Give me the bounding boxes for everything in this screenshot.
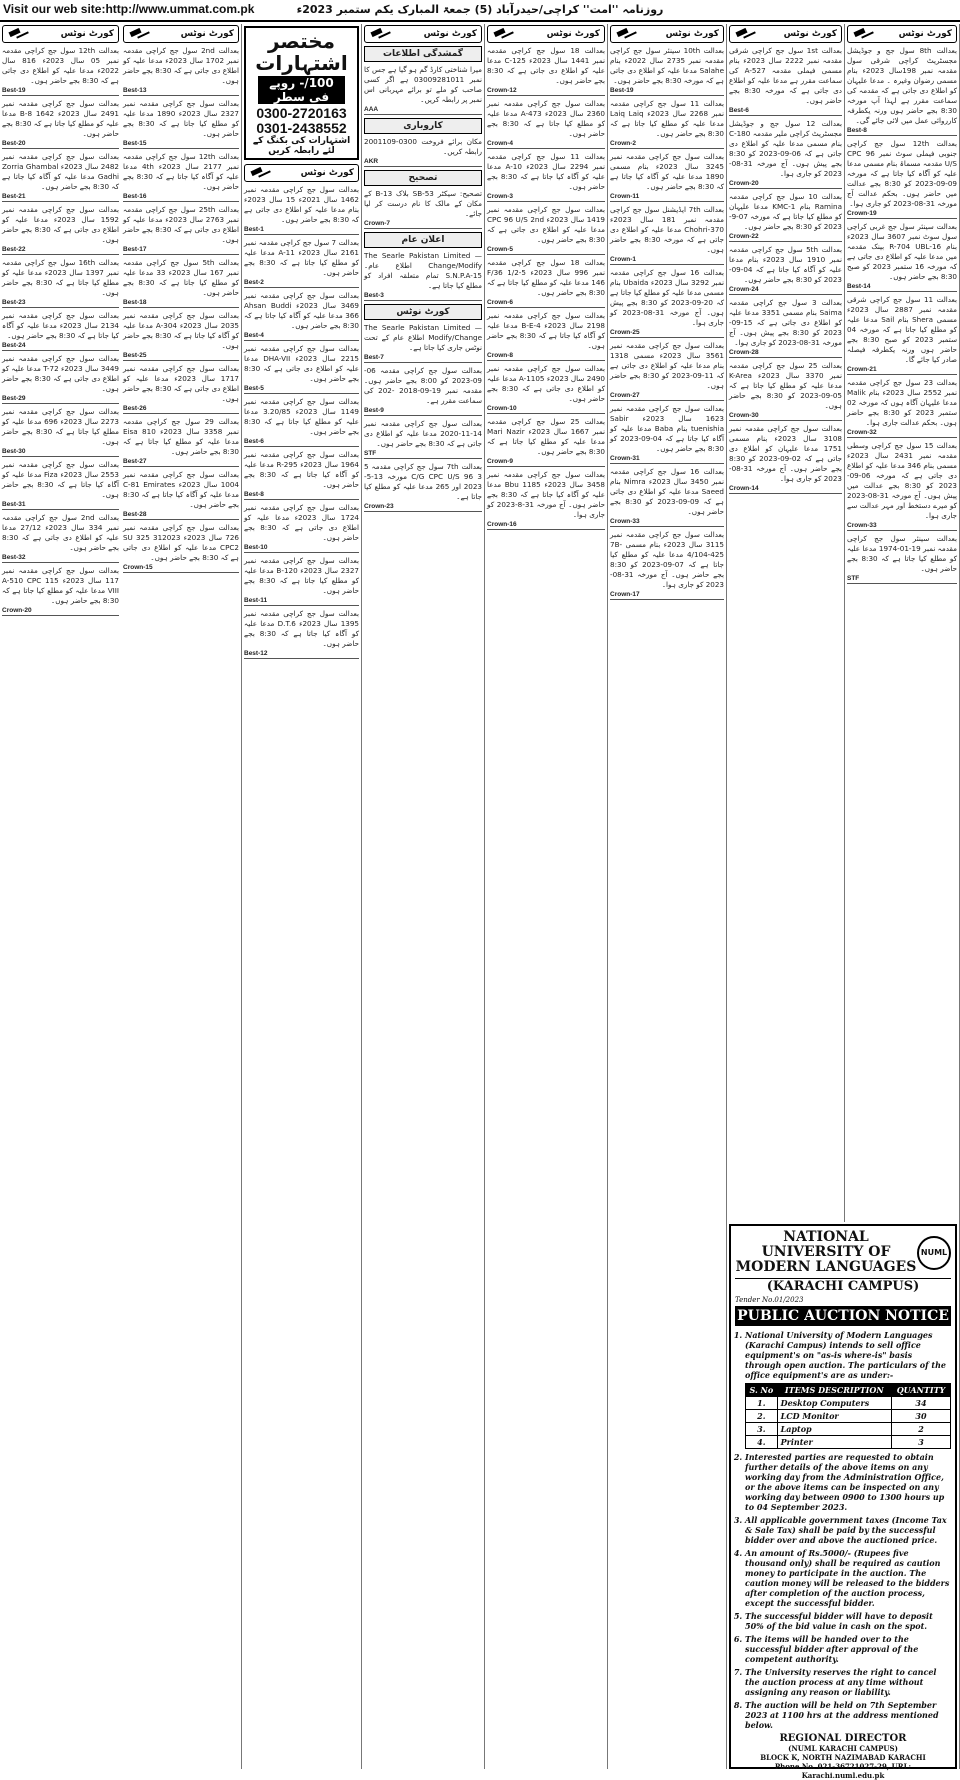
court-notice: بعدالت سول جج کراچی مقدمہ نمبر 1462 سال 2021ء 15 سال 2023ء بنام مدعا علیہ کو اطلاع دی جاتی ہے کہ 8:30 بجے حاضر ہوں۔ [244,185,359,224]
notice-list [2,46,119,616]
notice-ref: Crown-3 [487,193,605,202]
court-notice: بعدالت سول جج کراچی مقدمہ نمبر 3108 سال 2023ء بنام مسمی 1751 مدعا علیہان کو اطلاع دی جاتی ہے کہ 02-09-2023 کو 8:30 بجے حاضر ہوں۔ آج مورخہ 31-08-2023 کو جاری ہوا۔ [729,424,842,483]
court-notice: بعدالت سول جج کراچی مقدمہ نمبر 3458 سال 2023ء Bbu 1185 مدعا علیہ کو آگاہ کیا جاتا ہے کہ 8:30 بجے حاضر ہوں۔ آج مورخہ 31-8-2023 کو جاری ہوا۔ [487,470,606,519]
notice-ref: Best-19 [610,87,724,96]
notice-ref: Crown-16 [487,521,605,530]
notice-ref: Crown-9 [487,458,605,467]
gavel-icon [615,28,637,40]
court-notice: بعدالت سول جج کراچی مقدمہ نمبر 1964 سال 2023ء R-295 مدعا علیہ کو آگاہ کیا جاتا ہے کہ 8:30 بجے حاضر ہوں۔ [244,450,359,489]
notice-ref: Best-30 [2,448,119,457]
court-notice: بعدالت 10 سول جج کراچی مقدمہ Ramina بنام KMC-1 مدعا علیہان کو مطلع کیا جاتا ہے کہ مورخہ 07-9-2023 کو 8:30 بجے حاضر ہوں۔ [729,192,842,231]
notice-ref: Best-10 [244,544,359,553]
court-notice: بعدالت 16 سول جج کراچی مقدمہ نمبر 3450 سال 2023ء Nimra بنام Saeed مدعا علیہ کو اطلاع دی جاتی ہے کہ 09-09-2023 کو 8:30 بجے حاضر ہوں۔ [610,467,724,516]
ads-box-phone-2: 0301-2438552 [256,120,347,136]
notice-ref: Crown-7 [364,220,482,229]
court-notice: تصحیح: سیکٹر SB-53 بلاک B-13 کے مکان کے مالک کا نام درست کر لیا جائے۔ [364,189,483,218]
auction-point: 6. The items will be handed over to the successful bidder after approval of the competent authority. [745,1634,951,1664]
court-notice: بعدالت سول جج کراچی مقدمہ نمبر 2553 سال 2023ء Fiza مدعا علیہ کو آگاہ کیا جاتا ہے کہ 8:30 بجے حاضر ہوں۔ [2,460,119,499]
notice-ref: Best-18 [123,299,239,308]
table-row [746,1423,951,1436]
notice-ref: Crown-33 [610,518,724,527]
notice-ref: Crown-21 [847,366,957,375]
notice-list [123,46,239,573]
court-notice: بعدالت 12th سول جج کراچی مقدمہ نمبر 05 سال 2023ء 816 سال 2022ء مدعا علیہ کو اطلاع دی جاتی ہے کہ 8:30 بجے حاضر ہوں۔ [2,46,119,85]
notice-ref: Crown-24 [729,286,842,295]
notice-ref: Crown-4 [487,140,605,149]
items-table-header [746,1384,951,1397]
notice-ref: STF [847,575,957,584]
notice-ref: Crown-8 [487,352,605,361]
court-notice: بعدالت سول جج کراچی مقدمہ نمبر 3469 سال 2023ء Ahsan Buddi 366 مدعا علیہ کو آگاہ کیا جاتا ہے کہ 8:30 بجے حاضر ہوں۔ [244,291,359,330]
notice-ref: Crown-6 [487,299,605,308]
court-notice: بعدالت سول جج کراچی مقدمہ نمبر 3245 سال 2023ء بنام مسمی 1890 مدعا علیہ کو آگاہ کیا جاتا ہے کہ 8:30 بجے حاضر ہوں۔ [610,152,724,191]
table-cell: Printer [777,1436,891,1449]
notice-list [847,46,957,584]
section-heading: کاروباری [364,118,482,134]
notice-ref: Best-16 [123,193,239,202]
table-cell: 3 [891,1436,950,1449]
notice-ref: Best-11 [244,597,359,606]
column-header-label: کورٹ نوٹس [898,29,952,39]
table-cell: Laptop [777,1423,891,1436]
court-notice: بعدالت 29 سول جج کراچی مقدمہ نمبر 3358 سال 2023ء Eisa 810 مدعا علیہ کو مطلع کیا جاتا ہے کہ 8:30 بجے حاضر ہوں۔ [123,417,239,456]
notice-ref: Crown-11 [610,193,724,202]
dateline: روزنامہ ''امت'' کراچی/حیدرآباد (5) جمعۃ المبارک یکم ستمبر 2023ء [296,3,664,16]
numl-title: NATIONAL UNIVERSITY OF MODERN LANGUAGES [735,1229,917,1275]
column-header [2,25,119,43]
notice-ref: Best-17 [123,246,239,255]
notice-ref: Best-12 [244,650,359,659]
court-notice: بعدالت سول جج کراچی مقدمہ نمبر 726 سال 2023ء SU 325 312023 CPC2 مدعا علیہ کو اطلاع دی جاتی ہے کہ 8:30 بجے حاضر ہوں۔ [123,523,239,562]
notice-ref: AAA [364,106,482,115]
column-header [244,164,359,182]
court-notice: بعدالت سول جج کراچی مقدمہ نمبر 2482 سال 2023ء Zorria Ghambal Gadhi مدعا علیہ کو آگاہ کیا جاتا ہے کہ 8:30 بجے حاضر ہوں۔ [2,152,119,191]
gavel-icon [249,167,271,179]
court-notice: بعدالت 7th ایڈیشنل سول جج کراچی مقدمہ نمبر 181 سال 2023ء Chohri-370 مدعا علیہ کو اطلاع دی جاتی ہے کہ مورخہ 8:30 بجے حاضر ہوں۔ [610,205,724,254]
ads-box-title: مختصر اشتہارات [255,29,348,75]
column-header-label: کورٹ نوٹس [423,29,477,39]
court-notice: بعدالت 16 سول جج کراچی مقدمہ نمبر 3292 سال 2023ء Ubaida بنام مسمی مدعا علیہ کو مطلع کیا جاتا ہے کہ 20-09-2023 کو 8:30 بجے پیش ہوں۔ آج مورخہ 31-08-2023 کو جاری ہوا۔ [610,268,724,327]
table-row [746,1410,951,1423]
notice-ref: Crown-1 [610,256,724,265]
notice-ref: Best-25 [123,352,239,361]
gavel-icon [734,28,756,40]
notice-ref: Best-31 [2,501,119,510]
court-notice: بعدالت سول جج کراچی مقدمہ نمبر 2198 سال 2023ء 4-B-E مدعا علیہ کو آگاہ کیا جاتا ہے کہ 8:30 بجے حاضر ہوں۔ [487,311,606,350]
column-header-label: کورٹ نوٹس [546,29,600,39]
notice-ref: Best-26 [123,405,239,414]
court-notice: بعدالت 3 سول جج کراچی مقدمہ Saima بنام مسمی 3351 مدعا علیہ کو اطلاع دی جاتی ہے کہ 15-09-2023 کو 8:30 بجے پیش ہوں۔ آج مورخہ 31-08-2023 کو جاری ہوا۔ [729,298,842,347]
table-cell: 1. [746,1397,778,1410]
auction-point: 3. All applicable government taxes (Income Tax & Sale Tax) shall be paid by the successful bidder over and above the auctioned price. [745,1515,951,1545]
notice-ref: Best-21 [2,193,119,202]
column-header-label: کورٹ نوٹس [60,29,114,39]
notice-ref: Best-27 [123,458,239,467]
court-notice: بعدالت سول جج کراچی مقدمہ نمبر 117 سال 2023ء A-510 CPC 115 VIII مدعا علیہ کو مطلع کیا جاتا ہے کہ 8:30 بجے حاضر ہوں۔ [2,566,119,605]
court-notice: بعدالت سول جج کراچی مقدمہ نمبر 2134 سال 2023ء مدعا علیہ کو آگاہ کیا جاتا ہے کہ 8:30 بجے حاضر ہوں۔ [2,311,119,340]
court-notice: بعدالت سول جج کراچی مقدمہ نمبر 1395 سال 2023ء D.T.6 مدعا علیہ کو آگاہ کیا جاتا ہے کہ 8:30 بجے حاضر ہوں۔ [244,609,359,648]
court-notice: بعدالت سول جج کراچی مقدمہ 06-09-2023 کو 8:00 بجے حاضر ہوں۔ مقدمہ نمبر 19-09-2018 -202 کی سماعت مقرر ہے۔ [364,366,482,405]
tender-number: Tender No.01/2023 [735,1296,804,1304]
notice-ref: Best-8 [244,491,359,500]
court-notice: بعدالت سول جج کراچی مقدمہ نمبر 3115 سال 2023ء بنام مسمی 7B-4/104-425 مدعا علیہ کو مطلع کیا جاتا ہے کہ 07-09-2023 کو 8:30 بجے حاضر ہوں۔ آج مورخہ 31-08-2023 کو جاری ہوا۔ [610,530,724,589]
court-notice: بعدالت 25 سول جج کراچی مقدمہ نمبر 1667 سال 2023ء Mari Nazir مدعا علیہ کو مطلع کیا جاتا ہے کہ 8:30 بجے حاضر ہوں۔ [487,417,605,456]
notice-ref: Best-15 [123,140,239,149]
section-heading: اعلان عام [364,232,482,248]
ads-box-rate: 100/- روپے فی سطر [258,76,345,104]
column-header [729,25,842,43]
gavel-icon [369,28,391,40]
court-notice: بعدالت 2nd سول جج کراچی مقدمہ نمبر 1702 سال 2023ء مدعا علیہ کو اطلاع دی جاتی ہے کہ 8:30 بجے حاضر ہوں۔ [123,46,239,85]
classified-ads-box [244,26,359,160]
items-table-heading: QUANTITY [891,1384,950,1397]
notice-list [364,46,482,512]
court-notice: بعدالت 25 سول جج کراچی مقدمہ نمبر 3370 سال 2023ء K-Area مدعا علیہ کو مطلع کیا جاتا ہے کہ 05-09-2023 کو 8:30 بجے حاضر ہوں۔ [729,361,842,410]
notice-list [729,46,842,494]
campus-address: BLOCK K, NORTH NAZIMABAD KARACHI [760,1753,926,1762]
campus-name: (NUML KARACHI CAMPUS) [788,1744,898,1753]
court-notice: بعدالت 12th سول جج کراچی جنوبی فیملی سوٹ نمبر CPC 96 U/S مقدمہ مسماۃ بنام مسمی مدعا علیہ کو آگاہ کیا جاتا ہے کہ مورخہ 09-09-2023 کو 8:30 بجے عدالت میں حاضر ہوں۔ بحکم عدالت آج مورخہ 31-08-2023 کو جاری ہوا۔ [847,139,957,208]
court-notice: بعدالت 12th سول جج کراچی مقدمہ نمبر 2177 سال 2023ء 4th مدعا علیہ کو آگاہ کیا جاتا ہے کہ 8:30 بجے حاضر ہوں۔ [123,152,240,191]
notice-ref: Crown-31 [610,455,724,464]
court-notice: بعدالت 11 سول جج کراچی مقدمہ نمبر 2268 سال 2023ء Laiq Laiq مدعا علیہ کو مطلع کیا جاتا ہے کہ 8:30 بجے حاضر ہوں۔ [610,99,724,138]
numl-subtitle: (KARACHI CAMPUS) [766,1279,920,1294]
auction-points [735,1330,951,1730]
notice-list [487,46,605,530]
notice-ref: AKR [364,158,482,167]
court-notice: بعدالت 10th سینئر سول جج کراچی مقدمہ نمبر 2735 سال 2022ء بنام Salahe مدعا علیہ کو اطلاع دی جاتی ہے کہ مورخہ 8:30 بجے حاضر ہوں۔ [610,46,724,85]
court-notice: بعدالت سول جج کراچی مقدمہ نمبر 3449 سال 2023ء T-72 مدعا علیہ کو اطلاع دی جاتی ہے کہ 8:30 بجے حاضر ہوں۔ [2,354,119,393]
section-heading: تصحیح [364,170,482,186]
court-notice: بعدالت 18 سول جج کراچی مقدمہ نمبر 996 سال 2023ء 5-1/2 36/F 146 مدعا علیہ کو مطلع کیا جاتا ہے کہ 8:30 بجے حاضر ہوں۔ [487,258,605,297]
court-notice: بعدالت سول جج کراچی مقدمہ نمبر 1717 سال 2023ء مدعا علیہ کو اطلاع دی جاتی ہے کہ 8:30 بجے حاضر ہوں۔ [123,364,239,403]
notice-ref: Best-13 [123,87,239,96]
table-cell: 30 [891,1410,950,1423]
column-header-label: کورٹ نوٹس [783,29,837,39]
court-notice: The Searle Pakistan Limited — Modify/Change اطلاع عام کے تحت نوٹس جاری کیا جاتا ہے۔ [364,323,482,352]
court-notice: بعدالت سول جج کراچی مقدمہ نمبر 2491 سال 2023ء B-8 1642 مدعا علیہ کو مطلع کیا جاتا ہے کہ 8:30 بجے حاضر ہوں۔ [2,99,119,138]
notice-ref: Crown-32 [847,429,957,438]
column-header-label: کورٹ نوٹس [180,29,234,39]
notice-column [727,24,845,1222]
notice-ref: Best-24 [2,342,119,351]
court-notice: بعدالت 23 سول جج کراچی مقدمہ نمبر 2552 سال 2023ء بنام Malik مدعا علیہان آگاہ ہوں کہ مورخہ 02 ستمبر 2023 کو 8:30 بجے حاضر ہوں۔ بحکم عدالت جاری ہوا۔ [847,378,957,427]
notice-column [608,24,727,1769]
section-heading: کورٹ نوٹس [364,304,482,320]
notice-ref: Best-14 [847,283,957,292]
notice-ref: Crown-2 [610,140,724,149]
table-cell: 2. [746,1410,778,1423]
ads-box-phone-1: 0300-2720163 [256,105,347,121]
court-notice: بعدالت 18 سول جج کراچی مقدمہ نمبر 1441 سال 2023ء C-125 مدعا علیہ کو اطلاع دی جاتی ہے کہ 8:30 بجے حاضر ہوں۔ [487,46,605,85]
notice-column [242,24,362,1769]
auction-point [745,1330,951,1449]
table-cell: 4. [746,1436,778,1449]
court-notice: بعدالت سول جج کراچی مقدمہ نمبر 1149 سال 2023ء 3.20/85 مدعا علیہ کو مطلع کیا جاتا ہے کہ 8:30 بجے حاضر ہوں۔ [244,397,359,436]
table-cell: 3. [746,1423,778,1436]
notice-ref: Crown-5 [487,246,605,255]
auction-point: 4. An amount of Rs.5000/- (Rupees five thousand only) shall be required as caution money to participate in the auction. The caution money will be released to the bidders after completion of the auction process, except the successful bidder. [745,1548,951,1608]
items-table-body [746,1397,951,1449]
court-notice: بعدالت سول جج کراچی مقدمہ نمبر 1419 سال 2023ء CPC 96 U/S 2nd مدعا علیہ کو اطلاع دی جاتی ہے کہ 8:30 بجے حاضر ہوں۔ [487,205,605,244]
auction-point: 5. The successful bidder will have to deposit 50% of the bid value in cash on the spot. [745,1611,951,1631]
notice-ref: Crown-25 [610,329,724,338]
court-notice: بعدالت 11 سول جج کراچی مقدمہ نمبر 2294 سال 2023ء A-10 مدعا علیہ کو آگاہ کیا جاتا ہے کہ 8:30 بجے حاضر ہوں۔ [487,152,606,191]
gavel-icon [7,28,29,40]
notice-ref: Crown-22 [729,233,842,242]
court-notice: بعدالت 16th سول جج کراچی مقدمہ نمبر 1397 سال 2023ء مدعا علیہ کو مطلع کیا جاتا ہے کہ 8:30 بجے حاضر ہوں۔ [2,258,119,297]
column-header-label: کورٹ نوٹس [300,168,354,178]
column-header [123,25,239,43]
notice-ref: Crown-20 [2,607,119,616]
notice-ref: Best-1 [244,226,359,235]
masthead-rule [0,20,960,22]
notice-ref: Best-5 [244,385,359,394]
notice-ref: Best-4 [244,332,359,341]
auction-intro: National University of Modern Languages (Karachi Campus) intends to sell office equipment's on "as-is where-is" basis through open auction. The particulars of the office equipment's are as under:- [745,1330,946,1380]
column-header [610,25,724,43]
gavel-icon [492,28,514,40]
notice-ref: Best-7 [364,354,482,363]
notice-ref: Crown-17 [610,591,724,600]
notice-ref: Best-3 [364,292,482,301]
notice-list [244,185,359,659]
numl-logo-icon: NUML [917,1236,951,1270]
notice-ref: Best-9 [364,407,482,416]
regional-director: REGIONAL DIRECTOR [779,1733,907,1744]
court-notice: بعدالت سول جج کراچی مقدمہ نمبر 2035 سال 2023ء A-304 مدعا علیہ کو آگاہ کیا جاتا ہے کہ 8:30 بجے حاضر ہوں۔ [123,311,240,350]
notice-ref: Best-22 [2,246,119,255]
court-notice: بعدالت 12 سول جج و جوڈیشل مجسٹریٹ کراچی ملیر مقدمہ C-180 بنام مسمی مدعا علیہ کو اطلاع دی جاتی ہے کہ 06-09-2023 کو 8:30 بجے پیش ہوں۔ آج مورخہ 31-08-2023 کو جاری ہوا۔ [729,119,842,178]
website-link[interactable]: Visit our web site:http://www.ummat.com.pk [3,2,255,16]
notice-column [121,24,242,1769]
column-header-label: کورٹ نوٹس [665,29,719,39]
court-notice: بعدالت سول جج کراچی مقدمہ نمبر 2490 سال 2023ء A-1105 مدعا علیہ کو اطلاع دی جاتی ہے کہ 8:30 بجے حاضر ہوں۔ [487,364,605,403]
court-notice: بعدالت سینئر سول جج غربی کراچی سول سوٹ نمبر 3607 سال 2023ء بنام R-704 UBL-16 بینک مقدمہ میں مدعا علیہ کو اطلاع دی جاتی ہے کہ مورخہ 16 ستمبر 2023 کو صبح 8:30 بجے حاضر ہوں۔ [847,222,957,281]
gavel-icon [128,28,150,40]
notice-ref: Crown-28 [729,349,842,358]
notice-ref: Crown-14 [729,485,842,494]
notice-column [485,24,608,1769]
items-table [745,1383,951,1449]
notice-ref: Crown-10 [487,405,605,414]
notice-ref: Crown-12 [487,87,605,96]
court-notice: بعدالت سول جج کراچی مقدمہ نمبر 14-11-2020 مدعا علیہ کو اطلاع دی جاتی ہے کہ 8:30 بجے حاضر ہوں۔ [364,419,482,448]
column-header [364,25,482,43]
notice-ref: Best-20 [2,140,119,149]
items-table-heading: S. No [746,1384,778,1397]
ads-box-note: اشتہارات کی بکنگ کے لئے رابطہ کریں [252,136,351,156]
notice-ref: Best-8 [847,127,957,136]
notice-ref: Crown-33 [847,522,957,531]
table-cell: 2 [891,1423,950,1436]
section-heading: گمشدگی اطلاعات [364,46,482,62]
notice-ref: Crown-15 [123,564,239,573]
court-notice: بعدالت 2nd سول جج کراچی مقدمہ نمبر 334 سال 2023ء 27/12 مدعا علیہ کو اطلاع دی جاتی ہے کہ 8:30 بجے حاضر ہوں۔ [2,513,119,552]
court-notice: بعدالت سول جج کراچی مقدمہ نمبر 1623 سال 2023ء Sabir tuenishia بنام Baba مدعا علیہ کو آگاہ کیا جاتا ہے کہ 04-09-2023 کو 8:30 بجے حاضر ہوں۔ [610,404,724,453]
table-cell: LCD Monitor [777,1410,891,1423]
auction-point: 8. The auction will be held on 7th September 2023 at 1100 hrs at the address mentioned below. [745,1700,951,1730]
notice-ref: Crown-20 [729,180,842,189]
notice-ref: Best-6 [244,438,359,447]
court-notice: بعدالت 25th سول جج کراچی مقدمہ نمبر 2763 سال 2023ء مدعا علیہ کو اطلاع دی جاتی ہے کہ 8:30 بجے حاضر ہوں۔ [123,205,239,244]
table-cell: Desktop Computers [777,1397,891,1410]
numl-header [735,1230,951,1279]
court-notice: بعدالت 11 سول جج کراچی شرقی مقدمہ نمبر 2887 سال 2023ء مسمی Shera بنام Sail مدعا علیہ کو مطلع کیا جاتا ہے کہ مورخہ 04 ستمبر 2023 کو صبح 8:30 بجے حاضر ہوں ورنہ یکطرفہ فیصلہ صادر کیا جائے گا۔ [847,295,957,364]
court-notice: بعدالت سینئر سول جج کراچی مقدمہ نمبر 19-01-1974 مدعا علیہ کو مطلع کیا جاتا ہے کہ 8:30 بجے حاضر ہوں۔ [847,534,957,573]
notice-ref: Best-28 [123,511,239,520]
court-notice: بعدالت سول جج کراچی مقدمہ نمبر 2215 سال 2023ء DHA-VII مدعا علیہ کو اطلاع دی جاتی ہے کہ 8:30 بجے حاضر ہوں۔ [244,344,359,383]
table-cell: 34 [891,1397,950,1410]
notice-ref: Best-32 [2,554,119,563]
auction-point: 2. Interested parties are requested to obtain further details of the above items on any working day from the Administration Office, or the above items can be inspected on any working day between 0900 to 1300 hours up to 04 September 2023. [745,1452,951,1512]
notice-ref: Crown-19 [847,210,957,219]
masthead [0,0,960,22]
court-notice: بعدالت 7th سول جج کراچی مقدمہ 5 3 C/G CPC U/S 96 مورخہ 13-5-2023 اور 265 مدعا علیہ کو مطلع کیا جاتا ہے۔ [364,462,482,501]
notice-ref: Crown-30 [729,412,842,421]
court-notice: بعدالت 5th سول جج کراچی مقدمہ نمبر 167 سال 2023ء 33 مدعا علیہ کو مطلع کیا جاتا ہے کہ 8:30 بجے حاضر ہوں۔ [123,258,240,297]
court-notice: بعدالت سول جج کراچی مقدمہ نمبر 1724 سال 2023ء مدعا علیہ کو اطلاع دی جاتی ہے کہ 8:30 بجے حاضر ہوں۔ [244,503,359,542]
court-notice: بعدالت 15 سول جج کراچی وسطی مقدمہ نمبر 2431 سال 2023ء مسمی بنام 346 مدعا علیہ کو اطلاع دی جاتی ہے کہ مورخہ 06-09-2023 کو 8:30 بجے عدالت میں پیش ہوں۔ آج مورخہ 31-08-2023 کو میرے دستخط اور مہر عدالت سے جاری ہوا۔ [847,441,957,520]
table-row [746,1397,951,1410]
court-notice: بعدالت 1st سول جج کراچی شرقی مقدمہ نمبر 2222 سال 2023ء بنام مسمی فیملی مقدمہ A-527 کی سماعت مقرر ہے مدعا علیہ کو اطلاع دی جاتی ہے کہ مورخہ 8:30 بجے حاضر ہوں۔ [729,46,842,105]
contact-phone: Phone No. 021-36721027-29, URL: Karachi.numl.edu.pk [774,1762,912,1780]
notice-ref: Crown-27 [610,392,724,401]
court-notice: بعدالت 5th سول جج کراچی مقدمہ نمبر 1910 سال 2023ء بنام مدعا علیہ کو آگاہ کیا جاتا ہے کہ 04-09-2023 کو 8:30 بجے حاضر ہوں۔ [729,245,842,284]
notice-list [610,46,724,600]
court-notice: بعدالت سول جج کراچی مقدمہ نمبر 1004 سال 2023ء C-81 Emirates مدعا علیہ کو آگاہ کیا جاتا ہے کہ 8:30 بجے حاضر ہوں۔ [123,470,239,509]
court-notice: مکان برائے فروخت 0300-2001109 رابطہ کریں۔ [364,137,482,156]
notice-ref: Best-2 [244,279,359,288]
court-notice: بعدالت سول جج کراچی مقدمہ نمبر 3561 سال 2023ء مسمی 1318 بنام مدعا علیہ کو اطلاع دی جاتی ہے کہ 11-09-2023 کو 8:30 بجے حاضر ہوں۔ [610,341,724,390]
notice-ref: Best-19 [2,87,119,96]
table-row [746,1436,951,1449]
court-notice: میرا شناختی کارڈ گم ہو گیا ہے جس کا نمبر 03009281011 ہے اگر کسی صاحب کو ملے تو برائے مہربانی اس نمبر پر رابطہ کریں۔ [364,65,482,104]
court-notice: The Searle Pakistan Limited — Change/Modify اطلاع عام۔ S.N.P.A-15 تمام متعلقہ افراد کو مطلع کیا جاتا ہے۔ [364,251,482,290]
notice-column [0,24,121,1769]
court-notice: بعدالت سول جج کراچی مقدمہ نمبر 2360 سال 2023ء A-473 مدعا علیہ کو مطلع کیا جاتا ہے کہ 8:30 بجے حاضر ہوں۔ [487,99,605,138]
items-table-heading: ITEMS DESCRIPTION [777,1384,891,1397]
gavel-icon [852,28,874,40]
court-notice: بعدالت سول جج کراچی مقدمہ نمبر 1592 سال 2023ء مدعا علیہ کو اطلاع دی جاتی ہے کہ 8:30 بجے حاضر ہوں۔ [2,205,119,244]
numl-auction-notice [729,1224,957,1780]
notice-ref: Best-6 [729,107,842,116]
column-header [487,25,605,43]
auction-point: 7. The University reserves the right to cancel the auction process at any time without assigning any reason or liability. [745,1667,951,1697]
auction-banner: PUBLIC AUCTION NOTICE [735,1306,951,1326]
court-notice: بعدالت سول جج کراچی مقدمہ نمبر 2273 سال 2023ء 696 مدعا علیہ کو مطلع کیا جاتا ہے کہ 8:30 بجے حاضر ہوں۔ [2,407,119,446]
column-header [847,25,957,43]
notice-ref: Best-23 [2,299,119,308]
court-notice: بعدالت سول جج کراچی مقدمہ نمبر 2327 سال 2023ء 1890 مدعا علیہ کو مطلع کیا جاتا ہے کہ 8:30 بجے حاضر ہوں۔ [123,99,239,138]
notice-ref: Best-29 [2,395,119,404]
notice-ref: STF [364,450,482,459]
court-notice: بعدالت 7 سول جج کراچی مقدمہ نمبر 2161 سال 2023ء A-11 مدعا علیہ کو مطلع کیا جاتا ہے کہ 8:30 بجے حاضر ہوں۔ [244,238,359,277]
court-notice: بعدالت سول جج کراچی مقدمہ نمبر 2327 سال 2023ء B-120 مدعا علیہ کو مطلع کیا جاتا ہے کہ 8:30 بجے حاضر ہوں۔ [244,556,359,595]
notice-column [362,24,485,1769]
court-notice: بعدالت 8th سول جج و جوڈیشل مجسٹریٹ کراچی شرقی سول مقدمہ نمبر 198سال 2023ء بنام مسمی رضوان وغیرہ ۔ مدعا علیہان کو اطلاع دی جاتی ہے کہ مقدمہ کی سماعت مقرر ہے لہذا آپ مورخہ 8:30 بجے حاضر ہوں ورنہ یکطرفہ کارروائی عمل میں لائی جائے گی۔ [847,46,957,125]
notice-ref: Crown-23 [364,503,482,512]
